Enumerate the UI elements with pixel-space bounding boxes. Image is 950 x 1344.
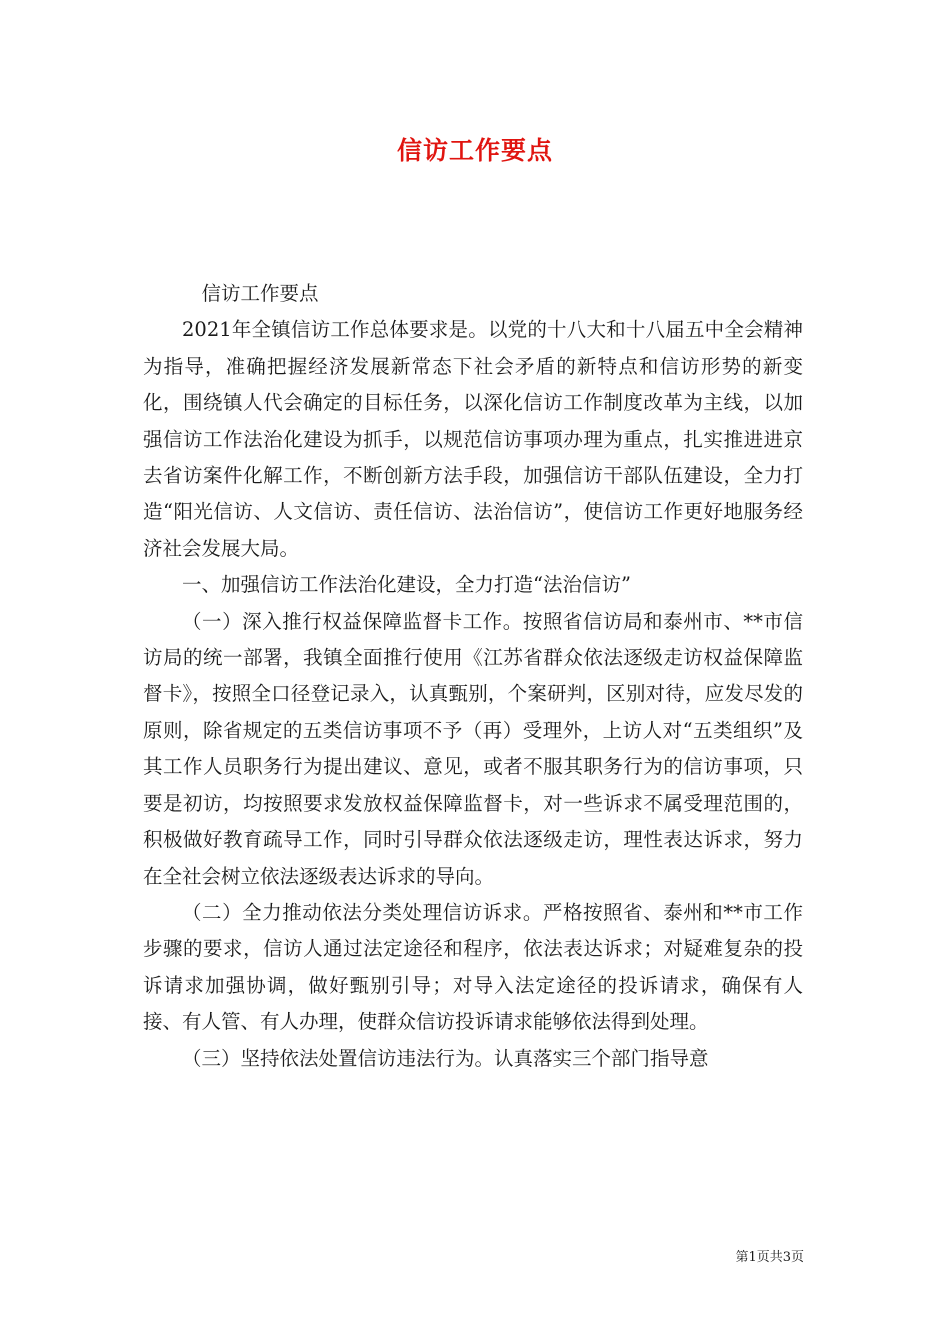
document-title: 信访工作要点 [396,136,553,165]
paragraph-overview: 2021年全镇信访工作总体要求是。以党的十八大和十八届五中全会精神为指导，准确把握经济发展新常态下社会矛盾的新特点和信访形势的新变化，围绕镇人代会确定的目标任务，以深化信访工作制度改革为主线，以加强信访工作法治化建设为抓手，以规范信访事项办理为重点，扎实推进进京去省访案件化解工作，不断创新方法手段，加强信访干部队伍建设，全力打造“阳光信访、人文信访、责任信访、法治信访”，使信访工作更好地服务经济社会发展大局。 [143,318,803,560]
page-number: 第1页共3页 [735,1250,804,1265]
section-heading-1: 一、加强信访工作法治化建设，全力打造“法治信访” [182,573,631,597]
document-subtitle: 信访工作要点 [201,282,319,305]
paragraph-item-2: （二）全力推动依法分类处理信访诉求。严格按照省、泰州和**市工作步骤的要求，信访人通过法定途径和程序，依法表达诉求；对疑难复杂的投诉请求加强协调，做好甄别引导；对导入法定途径的投诉请求，确保有人接、有人管、有人办理，使群众信访投诉请求能够依法得到处理。 [143,900,803,1034]
paragraph-item-3: （三）坚持依法处置信访违法行为。认真落实三个部门指导意 [182,1046,709,1070]
document-body [143,276,803,1077]
paragraph-item-1: （一）深入推行权益保障监督卡工作。按照省信访局和泰州市、**市信访局的统一部署，我镇全面推行使用《江苏省群众依法逐级走访权益保障监督卡》，按照全口径登记录入，认真甄别，个案研判，区别对待，应发尽发的原则，除省规定的五类信访事项不予（再）受理外，上访人对“五类组织”及其工作人员职务行为提出建议、意见，或者不服其职务行为的信访事项，只要是初访，均按照要求发放权益保障监督卡，对一些诉求不属受理范围的，积极做好教育疏导工作，同时引导群众依法逐级走访，理性表达诉求，努力在全社会树立依法逐级表达诉求的导向。 [143,609,803,888]
